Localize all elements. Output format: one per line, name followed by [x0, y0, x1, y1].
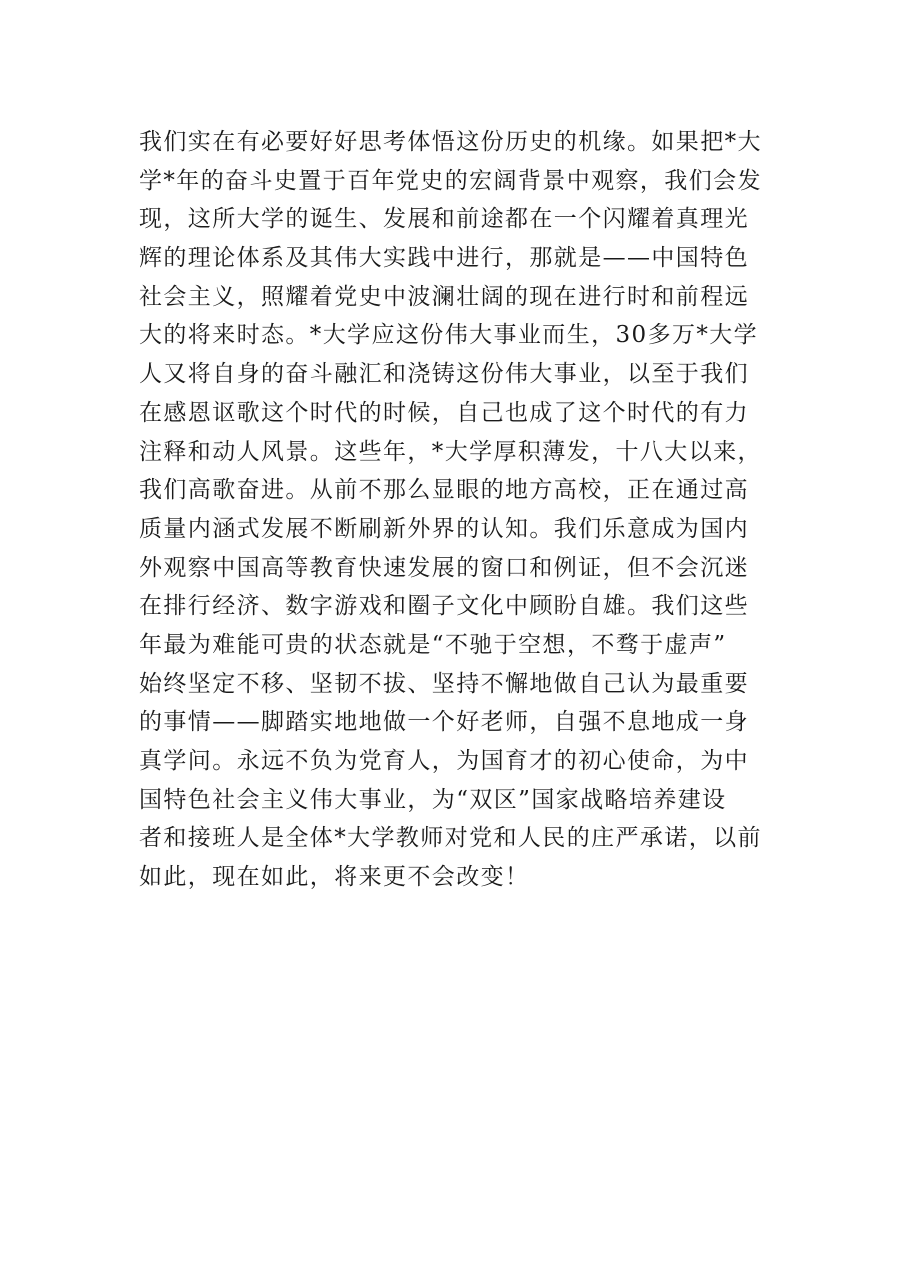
text-line: 大的将来时态。*大学应这份伟大事业而生，30多万*大学 [139, 322, 759, 349]
text-line: 注释和动人风景。这些年，*大学厚积薄发，十八大以来， [139, 438, 762, 465]
text-line: 年最为难能可贵的状态就是“不驰于空想，不骛于虚声” [139, 631, 727, 658]
text-line: 外观察中国高等教育快速发展的窗口和例证，但不会沉迷 [139, 554, 749, 581]
text-line: 如此，现在如此，将来更不会改变！ [139, 864, 530, 891]
text-line: 的事情——脚踏实地地做一个好老师，自强不息地成一身 [139, 709, 749, 736]
text-line: 在感恩讴歌这个时代的时候，自己也成了这个时代的有力 [139, 399, 749, 426]
text-line: 始终坚定不移、坚韧不拔、坚持不懈地做自己认为最重要 [139, 670, 749, 697]
text-line: 我们实在有必要好好思考体悟这份历史的机缘。如果把*大 [139, 129, 762, 155]
text-line: 社会主义，照耀着党史中波澜壮阔的现在进行时和前程远 [139, 283, 749, 310]
text-line: 我们高歌奋进。从前不那么显眼的地方高校，正在通过高 [139, 477, 749, 504]
text-line: 现，这所大学的诞生、发展和前途都在一个闪耀着真理光 [139, 206, 749, 233]
text-line: 辉的理论体系及其伟大实践中进行，那就是——中国特色 [139, 245, 749, 272]
text-line: 在排行经济、数字游戏和圈子文化中顾盼自雄。我们这些 [139, 593, 749, 620]
body-paragraph [139, 123, 779, 897]
text-line: 人又将自身的奋斗融汇和浇铸这份伟大事业，以至于我们 [139, 361, 749, 388]
text-line: 质量内涵式发展不断刷新外界的认知。我们乐意成为国内 [139, 515, 749, 542]
text-line: 者和接班人是全体*大学教师对党和人民的庄严承诺，以前 [139, 825, 762, 852]
text-line: 真学问。永远不负为党育人，为国育才的初心使命，为中 [139, 748, 749, 774]
text-line: 学*年的奋斗史置于百年党史的宏阔背景中观察，我们会发 [139, 167, 762, 194]
text-line: 国特色社会主义伟大事业，为“双区”国家战略培养建设 [139, 786, 727, 813]
